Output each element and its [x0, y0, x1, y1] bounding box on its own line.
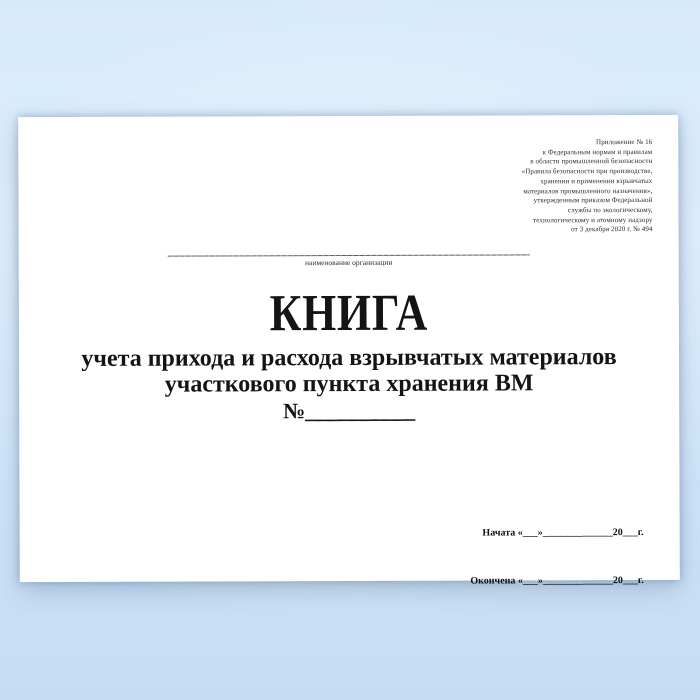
book-cover-page [18, 115, 680, 587]
page-title: КНИГА [269, 284, 429, 343]
date-started-line: Начата «___»______________20___г. [482, 526, 644, 539]
appendix-line: технологическому и атомному надзору [533, 215, 653, 224]
appendix-line: хранении и применении взрывчатых [540, 176, 653, 186]
page-subtitle-line2: участкового пункта хранения ВМ [164, 369, 534, 398]
page-subtitle-line1: учета прихода и расхода взрывчатых материалов [81, 343, 617, 372]
organization-name-section [19, 254, 679, 268]
organization-name-caption: наименование организации [304, 257, 393, 268]
appendix-reference-block [521, 138, 652, 235]
book-number-blank: №__________ [283, 397, 416, 423]
appendix-line: от 3 декабря 2020 г. № 494 [571, 225, 653, 234]
appendix-line: к Федеральным нормам и правилам [542, 147, 653, 157]
appendix-line: службы по экологическому, [567, 205, 653, 215]
organization-name-blank-line [168, 254, 530, 256]
dates-block [470, 500, 644, 614]
date-finished-line: Окончена «___»______________20___г. [470, 574, 644, 587]
appendix-line: материалов промышленного назначения», [523, 186, 653, 195]
appendix-line: Приложение № 16 [596, 137, 653, 147]
title-block [19, 286, 679, 425]
appendix-line: утвержденным приказом Федеральной [533, 196, 653, 205]
appendix-line: «Правила безопасности при производстве, [521, 167, 653, 176]
appendix-line: в области промышленной безопасности [530, 157, 653, 166]
